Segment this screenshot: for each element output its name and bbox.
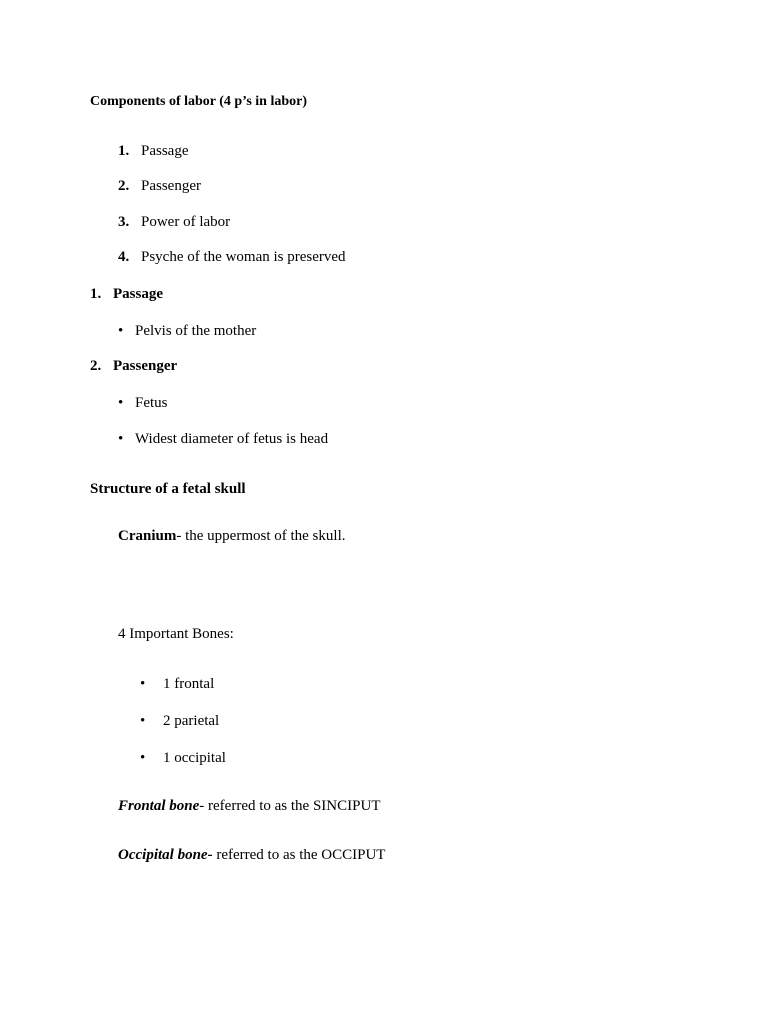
list-item — [118, 248, 346, 266]
list-number: 4. — [118, 249, 130, 265]
bullet-item: • 1 frontal — [140, 676, 215, 692]
section-title: Passenger — [113, 358, 178, 374]
cranium-term: Cranium — [118, 528, 177, 544]
list-item — [118, 142, 189, 160]
bullet-text: 1 occipital — [163, 750, 226, 766]
occipital-bone-definition — [118, 846, 385, 864]
section-heading-passenger — [90, 357, 177, 375]
list-number: 2. — [118, 178, 130, 194]
cranium-text: - the uppermost of the skull. — [176, 528, 346, 544]
bullet-item: • 2 parietal — [140, 713, 220, 729]
section-number: 2. — [90, 358, 102, 374]
list-number: 1. — [118, 143, 130, 159]
bullet-item: • Pelvis of the mother — [118, 323, 257, 339]
bullet-text: 2 parietal — [163, 713, 220, 729]
list-item-text: Power of labor — [141, 214, 231, 230]
frontal-bone-text: - referred to as the SINCIPUT — [199, 798, 381, 814]
bullet-text: Fetus — [135, 395, 168, 411]
occipital-bone-term: Occipital bone- — [118, 847, 213, 863]
bullet-item: • 1 occipital — [140, 750, 226, 766]
bullet-item: • Widest diameter of fetus is head — [118, 431, 329, 447]
occipital-bone-text: referred to as the OCCIPUT — [212, 847, 386, 863]
list-item — [118, 213, 230, 231]
frontal-bone-term: Frontal bone — [118, 798, 200, 814]
bullet-text: Pelvis of the mother — [135, 323, 257, 339]
list-item-text: Psyche of the woman is preserved — [141, 249, 346, 265]
section-heading-passage — [90, 285, 163, 303]
bullet-text: 1 frontal — [163, 676, 215, 692]
list-item-text: Passage — [141, 143, 189, 159]
list-item-text: Passenger — [141, 178, 201, 194]
bones-heading: 4 Important Bones: — [118, 626, 234, 642]
skull-heading: Structure of a fetal skull — [90, 481, 246, 497]
page-heading: Components of labor (4 p’s in labor) — [90, 94, 308, 109]
section-title: Passage — [113, 286, 163, 302]
list-number: 3. — [118, 214, 130, 230]
bullet-text: Widest diameter of fetus is head — [135, 431, 329, 447]
list-item — [118, 177, 201, 195]
frontal-bone-definition — [118, 797, 380, 815]
bullet-item: • Fetus — [118, 395, 168, 411]
section-number: 1. — [90, 286, 102, 302]
cranium-definition — [118, 527, 345, 545]
